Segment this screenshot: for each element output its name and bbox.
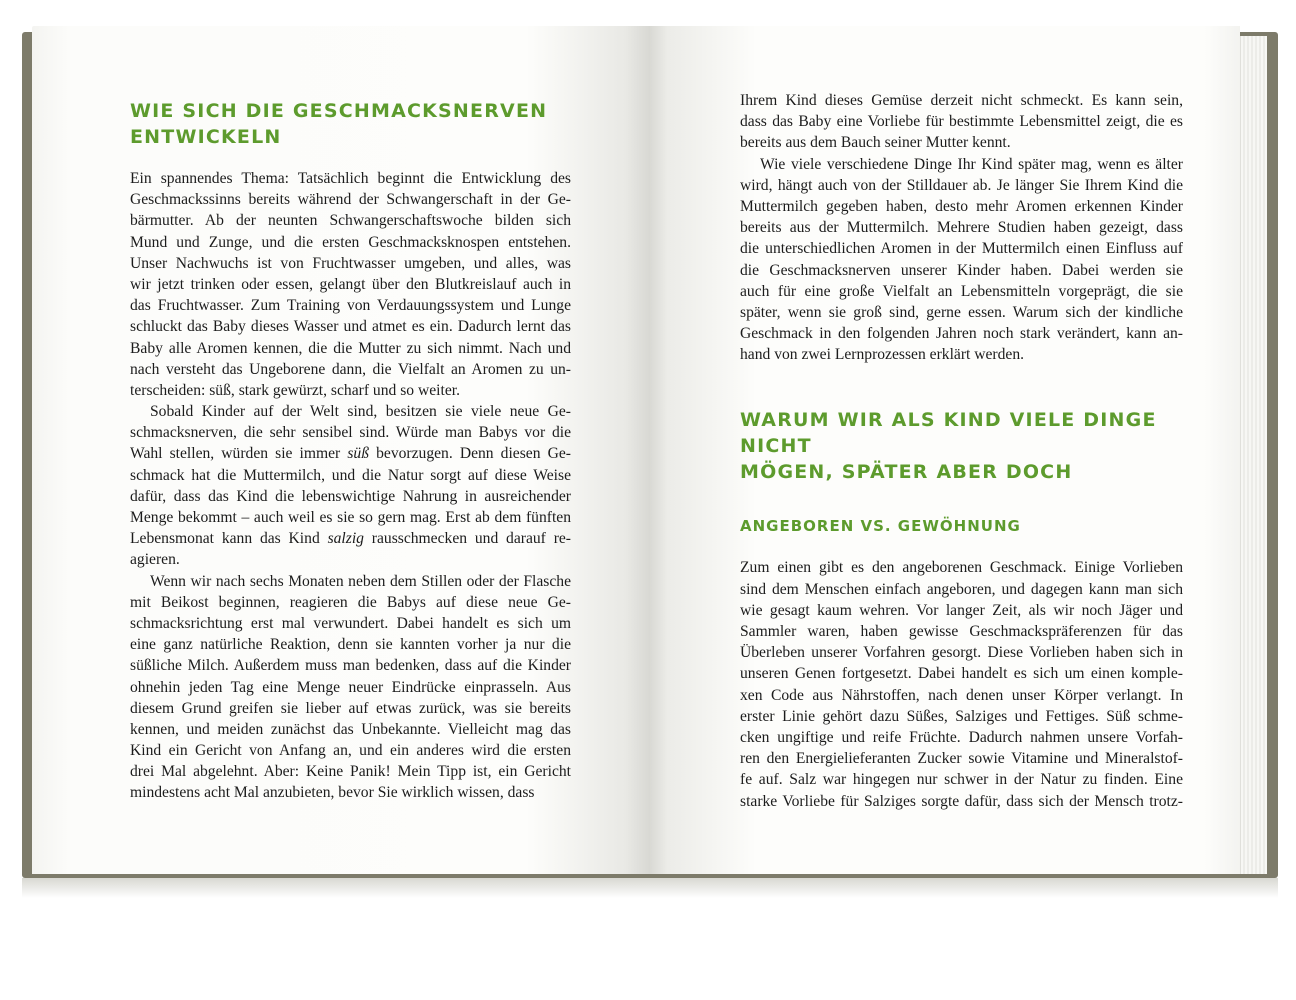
text-line: schluckt das Baby dieses Wasser und atmet es ein. Dadurch lernt das	[130, 318, 571, 336]
text-line: sind dem Menschen einfach angeboren, und dagegen kann man sich	[740, 580, 1183, 598]
text-line: auch für eine große Vielfalt an Lebensmitteln vorgeprägt, die sie	[740, 282, 1183, 300]
text-line: schmacksnerven, die sehr sensibel sind. Würde man Babys vor die	[130, 424, 571, 442]
right-body-text-top	[740, 90, 1183, 365]
text-line: Geschmackssinns bereits während der Schwangerschaft in der Ge-	[130, 191, 571, 209]
heading-line: WIE SICH DIE GESCHMACKSNERVEN	[130, 100, 548, 122]
heading-line: MÖGEN, SPÄTER ABER DOCH	[740, 461, 1073, 484]
text-line: diesem Grund greifen sie lieber auf etwas zurück, was sie bereits	[130, 699, 571, 717]
text-line: nach versteht das Ungeborene dann, die Vielfalt an Aromen zu un-	[130, 360, 571, 378]
text-line: Lebensmonat kann das Kind salzig rausschmecken und darauf re-	[130, 530, 571, 548]
text-line: eine ganz natürliche Reaktion, denn sie kannten vorher ja nur die	[130, 636, 571, 654]
text-line: ren den Energielieferanten Zucker sowie Vitamine und Mineralstof-	[740, 750, 1183, 768]
right-page-subheading: ANGEBOREN VS. GEWÖHNUNG	[740, 517, 1021, 536]
text-line: hand von zwei Lernprozessen erklärt werden.	[740, 346, 1025, 364]
text-line: wird, hängt auch von der Stilldauer ab. Je länger Sie Ihrem Kind die	[740, 176, 1183, 194]
page-edges	[1240, 36, 1267, 874]
text-line: Unser Nachwuchs ist von Fruchtwasser umgeben, und alles, was	[130, 254, 571, 272]
text-line: wir jetzt trinken oder essen, gelangt über den Blutkreislauf auch in	[130, 275, 571, 293]
text-line: drei Mal abgelehnt. Aber: Keine Panik! Mein Tipp ist, ein Gericht	[130, 763, 571, 781]
text-line: dass das Baby eine Vorliebe für bestimmte Lebensmittel zeigt, die es	[740, 113, 1183, 131]
text-line: dafür, dass das Kind die lebenswichtige Nahrung in ausreichender	[130, 487, 571, 505]
text-line: süßliche Milch. Außerdem muss man bedenken, dass auf die Kinder	[130, 657, 571, 675]
right-page-column	[740, 90, 1183, 812]
text-line: das Fruchtwasser. Zum Training von Verdauungssystem und Lunge	[130, 297, 571, 315]
text-line: wie gesagt kaum wehren. Vor langer Zeit, als wir noch Jäger und	[740, 601, 1183, 619]
text-line: Kind ein Gericht von Anfang an, und ein anderes wird die ersten	[130, 742, 571, 760]
text-line: cken ungiftige und reife Früchte. Dadurch nahmen unsere Vorfah-	[740, 728, 1183, 746]
left-page-column	[130, 92, 571, 804]
right-page-heading	[740, 407, 1183, 485]
text-line: bereits aus dem Bauch seiner Mutter kennt.	[740, 134, 1011, 152]
text-line: Ein spannendes Thema: Tatsächlich beginnt die Entwicklung des	[130, 170, 571, 187]
text-line: später, wenn sie groß sind, gerne essen. Warum sich der kindliche	[740, 303, 1183, 321]
right-body-text-bottom	[740, 557, 1183, 811]
text-line: Sobald Kinder auf der Welt sind, besitzen sie viele neue Ge-	[150, 403, 571, 421]
text-line: bärmutter. Ab der neunten Schwangerschaftswoche bilden sich	[130, 212, 571, 230]
text-line: Geschmack in den folgenden Jahren noch stark verändert, kann an-	[740, 325, 1183, 343]
text-line: Menge bekommt – auch weil es sie so gern mag. Erst ab dem fünften	[130, 509, 571, 526]
text-line: Wahl stellen, würden sie immer süß bevorzugen. Denn diesen Ge-	[130, 445, 571, 463]
text-line: ohnehin jeden Tag eine Menge neuer Eindrücke einprasseln. Aus	[130, 678, 571, 696]
text-line: xen Code aus Nährstoffen, nach denen unser Körper verlangt. In	[740, 686, 1183, 704]
text-line: terscheiden: süß, stark gewürzt, scharf und so weiter.	[130, 381, 460, 399]
heading-line: ENTWICKELN	[130, 126, 282, 148]
text-line: unseren Genen fortgesetzt. Dabei handelt es sich um einen komple-	[740, 665, 1183, 683]
left-body-text	[130, 168, 571, 804]
text-line: Sammler waren, haben gewisse Geschmackspräferenzen für das	[740, 623, 1183, 640]
text-line: Muttermilch gegeben haben, desto mehr Aromen erkennen Kinder	[740, 197, 1183, 215]
text-line: mindestens acht Mal anzubieten, bevor Sie wirklich wissen, dass	[130, 784, 535, 802]
text-line: erster Linie gehört dazu Süßes, Salziges und Fettiges. Süß schme-	[740, 707, 1183, 725]
text-line: starke Vorliebe für Salziges sorgte dafür, dass sich der Mensch trotz-	[740, 792, 1183, 810]
text-line: fe auf. Salz war hingegen nur schwer in der Natur zu finden. Eine	[740, 771, 1183, 789]
text-line: mit Beikost beginnen, reagieren die Babys auf diese neue Ge-	[130, 593, 571, 611]
book-shadow	[22, 878, 1278, 898]
text-line: bereits aus der Muttermilch. Mehrere Studien haben gezeigt, dass	[740, 219, 1183, 237]
text-line: Wie viele verschiedene Dinge Ihr Kind später mag, wenn es älter	[760, 155, 1183, 173]
left-page	[32, 26, 650, 874]
heading-line: WARUM WIR ALS KIND VIELE DINGE NICHT	[740, 409, 1157, 458]
text-line: Baby alle Aromen kennen, die die Mutter zu sich nimmt. Nach und	[130, 339, 571, 357]
open-book	[22, 26, 1278, 886]
text-line: schmack hat die Muttermilch, und die Natur sorgt auf diese Weise	[130, 466, 571, 484]
text-line: Ihrem Kind dieses Gemüse derzeit nicht schmeckt. Es kann sein,	[740, 92, 1183, 109]
right-page	[650, 26, 1240, 874]
text-line: die Geschmacksnerven unserer Kinder haben. Dabei werden sie	[740, 261, 1183, 279]
text-line: die unterschiedlichen Aromen in der Muttermilch einen Einfluss auf	[740, 240, 1183, 258]
left-page-heading	[130, 98, 571, 150]
text-line: agieren.	[130, 551, 180, 569]
text-line: Überleben unserer Vorfahren gesorgt. Diese Vorlieben haben sich in	[740, 644, 1183, 662]
text-line: Zum einen gibt es den angeborenen Geschmack. Einige Vorlieben	[740, 559, 1183, 577]
text-line: Mund und Zunge, und die ersten Geschmacksknospen entstehen.	[130, 233, 571, 251]
text-line: kennen, und meiden zunächst das Unbekannte. Vielleicht mag das	[130, 720, 571, 738]
text-line: Wenn wir nach sechs Monaten neben dem Stillen oder der Flasche	[150, 572, 571, 590]
text-line: schmacksrichtung erst mal verwundert. Dabei handelt es sich um	[130, 614, 571, 632]
